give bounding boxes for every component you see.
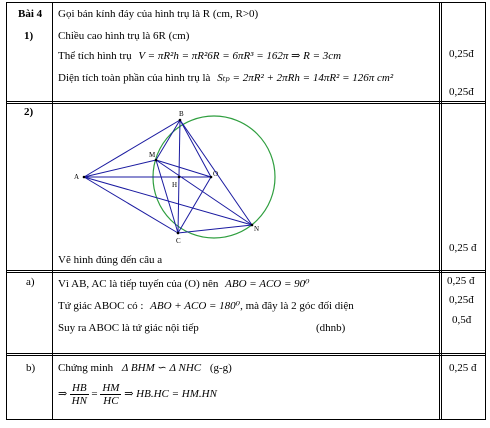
table-border-bottom — [6, 419, 486, 420]
row3-line3-right: (dhnb) — [316, 322, 346, 334]
product-equality: ⇒ HB.HC = HM.HN — [124, 388, 217, 401]
segment-am — [84, 160, 156, 177]
label-c: C — [176, 237, 181, 245]
column-divider-right-inner — [441, 2, 442, 420]
geometry-figure — [72, 106, 292, 246]
label-h: H — [172, 181, 178, 189]
fraction-hb: HB — [71, 382, 87, 394]
part-a-label: a) — [26, 276, 35, 288]
row1-score-1: 0,25đ — [449, 48, 474, 60]
label-b: B — [179, 110, 184, 118]
table-border-top — [6, 2, 486, 3]
part-1-label: 1) — [24, 30, 34, 42]
label-m: M — [149, 151, 156, 159]
row4-line1 — [58, 362, 232, 375]
row1-line3-prefix: Thể tích hình trụ — [58, 50, 132, 62]
point-n — [251, 224, 254, 227]
label-n: N — [254, 225, 260, 233]
row2-score: 0,25 đ — [449, 242, 477, 254]
part-2-label: 2) — [24, 106, 34, 118]
row-divider-1 — [6, 101, 486, 102]
segment-mn — [156, 160, 252, 225]
segment-bm — [156, 120, 180, 160]
row4-line2 — [58, 382, 217, 407]
row-divider-2b — [6, 272, 486, 273]
bai-label: Bài 4 — [18, 8, 43, 20]
row-divider-3b — [6, 355, 486, 356]
row1-line4-prefix: Diện tích toàn phần của hình trụ là — [58, 72, 211, 84]
row4-score: 0,25 đ — [449, 362, 477, 374]
column-divider-right — [439, 2, 440, 420]
point-a — [83, 176, 86, 179]
fraction-hm: HM — [102, 382, 120, 394]
row1-line2: Chiều cao hình trụ là 6R (cm) — [58, 30, 190, 42]
volume-formula: V = πR²h = πR²6R = 6πR³ = 162π ⇒ R = 3cm — [138, 50, 342, 62]
row3-line3: Suy ra ABOC là tứ giác nội tiếp — [58, 322, 199, 334]
row3-line2 — [58, 300, 354, 313]
table-border-left — [6, 2, 7, 420]
row3-line2-suffix: , mà đây là 2 góc đối diện — [240, 300, 354, 312]
surface-formula: Sₜₚ = 2πR² + 2πRh = 14πR² = 126π cm² — [217, 72, 394, 84]
implies-arrow: ⇒ — [58, 388, 68, 401]
row-divider-2 — [6, 270, 486, 271]
row2-caption: Vẽ hình đúng đến câu a — [58, 254, 163, 266]
fraction-hb-hn — [70, 382, 89, 407]
point-h — [178, 176, 181, 179]
fraction-hc: HC — [103, 395, 119, 408]
column-divider-left — [52, 2, 53, 420]
row1-line3 — [58, 50, 341, 63]
row3-score-3: 0,5đ — [452, 314, 472, 326]
answer-table — [6, 2, 486, 420]
segment-ab — [84, 120, 180, 177]
row3-score-1: 0,25 đ — [447, 275, 475, 287]
fraction-hn: HN — [71, 395, 87, 408]
point-m — [155, 159, 158, 162]
row3-score-2: 0,25đ — [449, 294, 474, 306]
row4-line1-suffix: (g-g) — [209, 362, 232, 374]
row3-line2-prefix: Tứ giác ABOC có : — [58, 300, 144, 312]
row3-line1 — [58, 278, 310, 291]
part-b-label: b) — [26, 362, 36, 374]
label-o: O — [213, 170, 219, 178]
equals-sign: = — [91, 388, 98, 401]
row1-score-2: 0,25đ — [449, 86, 474, 98]
angle-eq-90: ABO = ACO = 90⁰ — [225, 278, 310, 290]
row-divider-1b — [6, 103, 486, 104]
label-a: A — [74, 173, 80, 181]
row4-line1-prefix: Chứng minh — [58, 362, 114, 374]
angle-sum-180: ABO + ACO = 180⁰ — [150, 300, 241, 312]
row-divider-3 — [6, 353, 486, 354]
table-border-right — [485, 2, 486, 420]
point-o — [210, 176, 213, 179]
point-c — [177, 232, 180, 235]
row1-line1: Gọi bán kính đáy của hình trụ là R (cm, R>0) — [58, 8, 259, 20]
point-b — [179, 119, 182, 122]
fraction-hm-hc — [100, 382, 121, 407]
row1-line4 — [58, 72, 393, 85]
similar-triangles: Δ BHM ∽ Δ NHC — [121, 362, 202, 374]
row3-line1-prefix: Vì AB, AC là tiếp tuyến của (O) nên — [58, 278, 219, 290]
